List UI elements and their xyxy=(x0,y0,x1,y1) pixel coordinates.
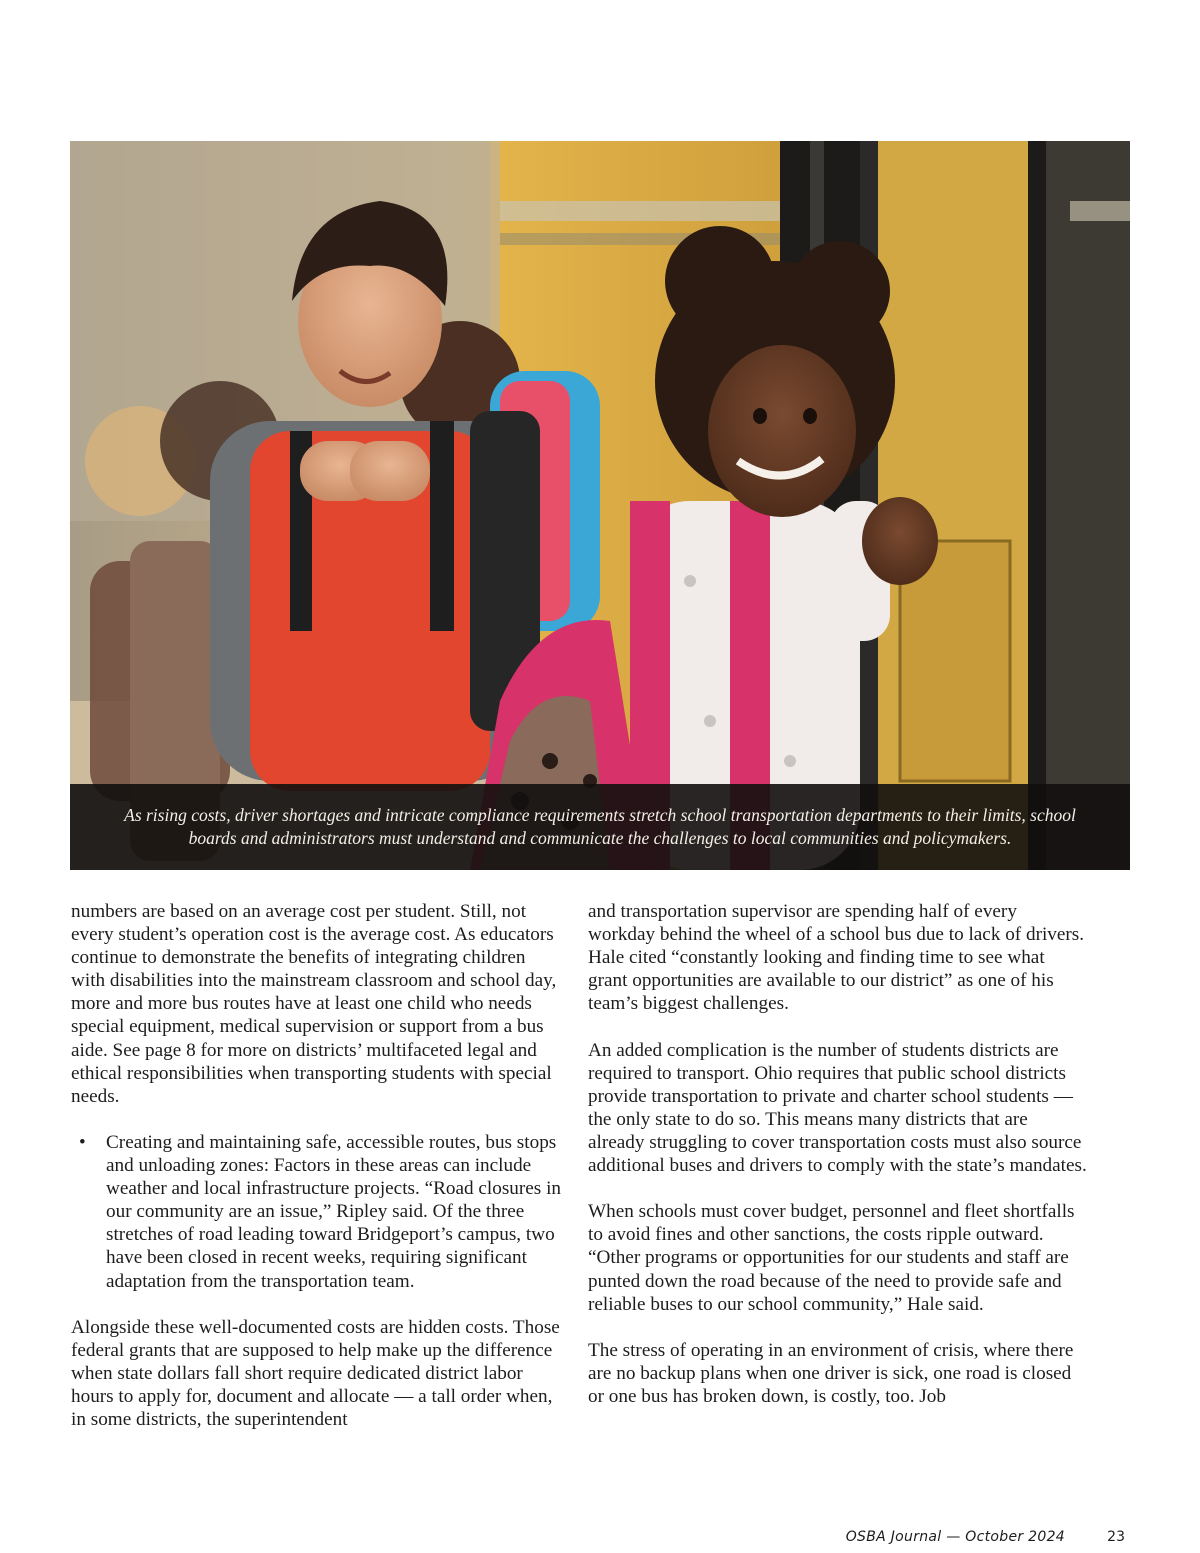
body-paragraph: The stress of operating in an environment of crisis, where there are no backup plans when one driver is sick, one road is closed or one bus has broken down, is costly, too. Job xyxy=(588,1339,1074,1407)
right-column xyxy=(588,900,1088,1431)
bullet-list xyxy=(71,1131,563,1293)
body-paragraph: Alongside these well-documented costs are hidden costs. Those federal grants that are supposed to help make up the difference when state dollars fall short require dedicated district labor hours to apply for, document and allocate — a tall order when, in some districts, the superintendent xyxy=(71,1316,560,1431)
body-paragraph: and transportation supervisor are spending half of every workday behind the wheel of a school bus due to lack of drivers. Hale cited “constantly looking and finding time to see what grant opportunities are available to our district” as one of his team’s biggest challenges. xyxy=(588,901,1085,1015)
page-footer xyxy=(0,1529,1200,1551)
page-number: 23 xyxy=(1107,1529,1125,1545)
feature-photo xyxy=(70,141,1130,870)
photo-caption: As rising costs, driver shortages and intricate compliance requirements stretch school transportation departments to their limits, school boards and administrators must understand and communicate the challenges to local communities and policymakers. xyxy=(70,784,1130,870)
continued-bullet-text: numbers are based on an average cost per student. Still, not every student’s operation cost is the average cost. As educators continue to demonstrate the benefits of integrating children with disabilities into the mainstream classroom and school day, more and more bus routes have at least one child who needs special equipment, medical supervision or support from a bus aide. See page 8 for more on districts’ multifaceted legal and ethical responsibilities when transporting students with special needs. xyxy=(71,901,557,1107)
school-bus-children-illustration xyxy=(70,141,1130,870)
left-column xyxy=(71,900,563,1454)
body-paragraph: When schools must cover budget, personnel and fleet shortfalls to avoid fines and other sanctions, the costs ripple outward. “Other programs or opportunities for our students and staff are punted down the road because of the need to provide safe and reliable buses to our school community,” Hale said. xyxy=(588,1201,1075,1315)
body-paragraph: An added complication is the number of students districts are required to transport. Ohio requires that public school districts provide transportation to private and charter school students — the only state to do so. This means many districts that are already struggling to cover transportation costs must also source additional buses and drivers to comply with the state’s mandates. xyxy=(588,1039,1087,1177)
bullet-icon: • xyxy=(79,1131,86,1153)
list-item xyxy=(71,1131,563,1293)
bullet-text: Creating and maintaining safe, accessible routes, bus stops and unloading zones: Factors in these areas can include weather and local infrastructure projects. “Road closures in our community are an issue,” Ripley said. Of the three stretches of road leading toward Bridgeport’s campus, two have been closed in recent weeks, requiring significant adaptation from the transportation team. xyxy=(106,1131,561,1292)
journal-title: OSBA Journal — October 2024 xyxy=(845,1529,1065,1545)
